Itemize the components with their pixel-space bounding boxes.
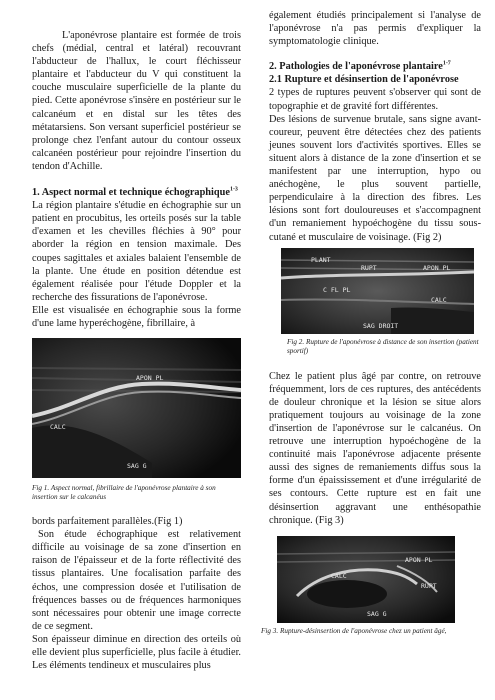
right-column: [261, 0, 481, 636]
figure-1-caption: Fig 1. Aspect normal, fibrillaire de l'aponévrose plantaire à son insertion sur le calcanéus: [32, 484, 216, 502]
fig2-label-apon: APON PL: [423, 263, 451, 272]
continuation-paragraph-4: Les éléments tendineux et musculaires plus: [32, 660, 211, 672]
fig1-label-sag: SAG G: [127, 462, 147, 471]
intro-paragraph: L'aponévrose plantaire est formée de trois chefs (médial, central et latéral) recouvrant l'abducteur de l'hallux, le court fléchisseur plantaire et l'abducteur du V qui constituent la couche musculaire superficielle de la plante du pied. Cette aponévrose s'insère en postérieur sur le calcanéum et en distal sur les têtes des métatarsiens. Son versant superficiel postérieur se prolonge chez l'enfant autour du contour osseux calcanéen postérieur pour rejoindre l'insertion du tendon d'Achille.: [32, 30, 241, 172]
section1-paragraph-1: La région plantaire s'étudie en échographie sur un patient en procubitus, les orteils posés sur la table d'examen et les chevilles fléchies à 90° pour aborder la région en tension maximale. Des coupes sagittales et axiales balaient l'ensemble de la plante. Une étude en position détendue est également réalisée pour l'étude Doppler et la recherche des fissurations de l'aponévrose.: [32, 200, 241, 303]
fig1-label-apon: APON PL: [136, 374, 164, 383]
right-paragraph-3: Chez le patient plus âgé par contre, on retrouve fréquemment, lors de ces ruptures, des antécédents de douleur chronique et la lésion se situe alors pratiquement toujours au voisinage de la zone d'insertion de l'aponévrose sur le calcanéus. On retrouve une interruption hypoéchogène de la continuité mais l'aponévrose adjacente présente aussi des signes de remaniements diffus sous la forme d'un épaississement et d'une irrégularité de ses contours. Cette rupture est en fait une désinsertion aggravant une enthésopathie chronique. (Fig 3): [269, 370, 481, 526]
subsection21-paragraph-2: Des lésions de survenue brutale, sans signe avant-coureur, peuvent être détectées chez des patients jeunes souvent lors d'activités sportives. Elles se situent alors à distance de la zone d'insertion et se manifestent par une interruption, hypo ou anéchogène, le plus souvent partielle, perpendiculaire à la direction des fibres. Les lésions sont fort douloureuses et s'accompagnent d'un remaniement hypoéchogène du tissu sous-cutané et musculaire de voisinage. (Fig 2): [269, 113, 481, 243]
continuation-paragraph-3: Son épaisseur diminue en direction des orteils où elle devient plus superficielle, plus facile à étudier.: [32, 633, 242, 658]
section1-heading: 1. Aspect normal et technique échographique$^{1-3}$: [32, 186, 238, 199]
fig2-label-rupt: RUPT: [361, 263, 377, 272]
section1-paragraph-2: Elle est visualisée en échographie sous la forme d'une lame hyperéchogène, fibrillaire, à: [32, 304, 241, 329]
subsection21-heading: 2.1 Rupture et désinsertion de l'aponévrose: [269, 74, 459, 86]
fig2-label-plant: PLANT: [311, 255, 331, 264]
fig3-label-sag: SAG G: [367, 609, 387, 618]
figure-1-ultrasound: [32, 338, 241, 478]
fig2-label-sag: SAG DROIT: [363, 321, 399, 330]
figure-3-caption: Fig 3. Rupture-désinsertion de l'aponévrose chez un patient âgé,: [261, 626, 447, 635]
fig2-label-calc: CALC: [431, 295, 447, 304]
figure-2-caption: Fig 2. Rupture de l'aponévrose à distance de son insertion (patient sportif): [287, 337, 479, 355]
fig3-label-rupt: RUPT: [421, 581, 437, 590]
subsection21-paragraph-1: 2 types de ruptures peuvent s'observer qui sont de topographie et de gravité fort différentes.: [269, 87, 481, 112]
continuation-paragraph-2: Son étude échographique est relativement difficile au voisinage de sa zone d'insertion en raison de l'épaisseur et de la forte réflectivité des tissus plantaires. Une focalisation parfaite des échos, une compression dosée et l'utilisation de fréquences basses ou de fréquences harmoniques sont nécessaires pour obtenir une image correcte de ce segment.: [32, 529, 241, 632]
fig3-label-calc: CALC: [331, 571, 347, 580]
section2-heading: 2. Pathologies de l'aponévrose plantaire$^{1-7}$: [269, 60, 451, 73]
fig2-label-cfl: C FL PL: [323, 285, 351, 294]
right-top-paragraph: également étudiés principalement si l'analyse de l'aponévrose n'a pas permis d'expliquer la symptomatologie clinique.: [269, 10, 481, 48]
figure-2-ultrasound: [281, 248, 474, 334]
continuation-paragraph-1: bords parfaitement parallèles.(Fig 1): [32, 516, 183, 528]
fig1-label-calc: CALC: [50, 423, 66, 432]
left-column: [32, 0, 241, 672]
figure-3-ultrasound: [277, 536, 455, 623]
fig3-label-apon: APON PL: [405, 555, 433, 564]
